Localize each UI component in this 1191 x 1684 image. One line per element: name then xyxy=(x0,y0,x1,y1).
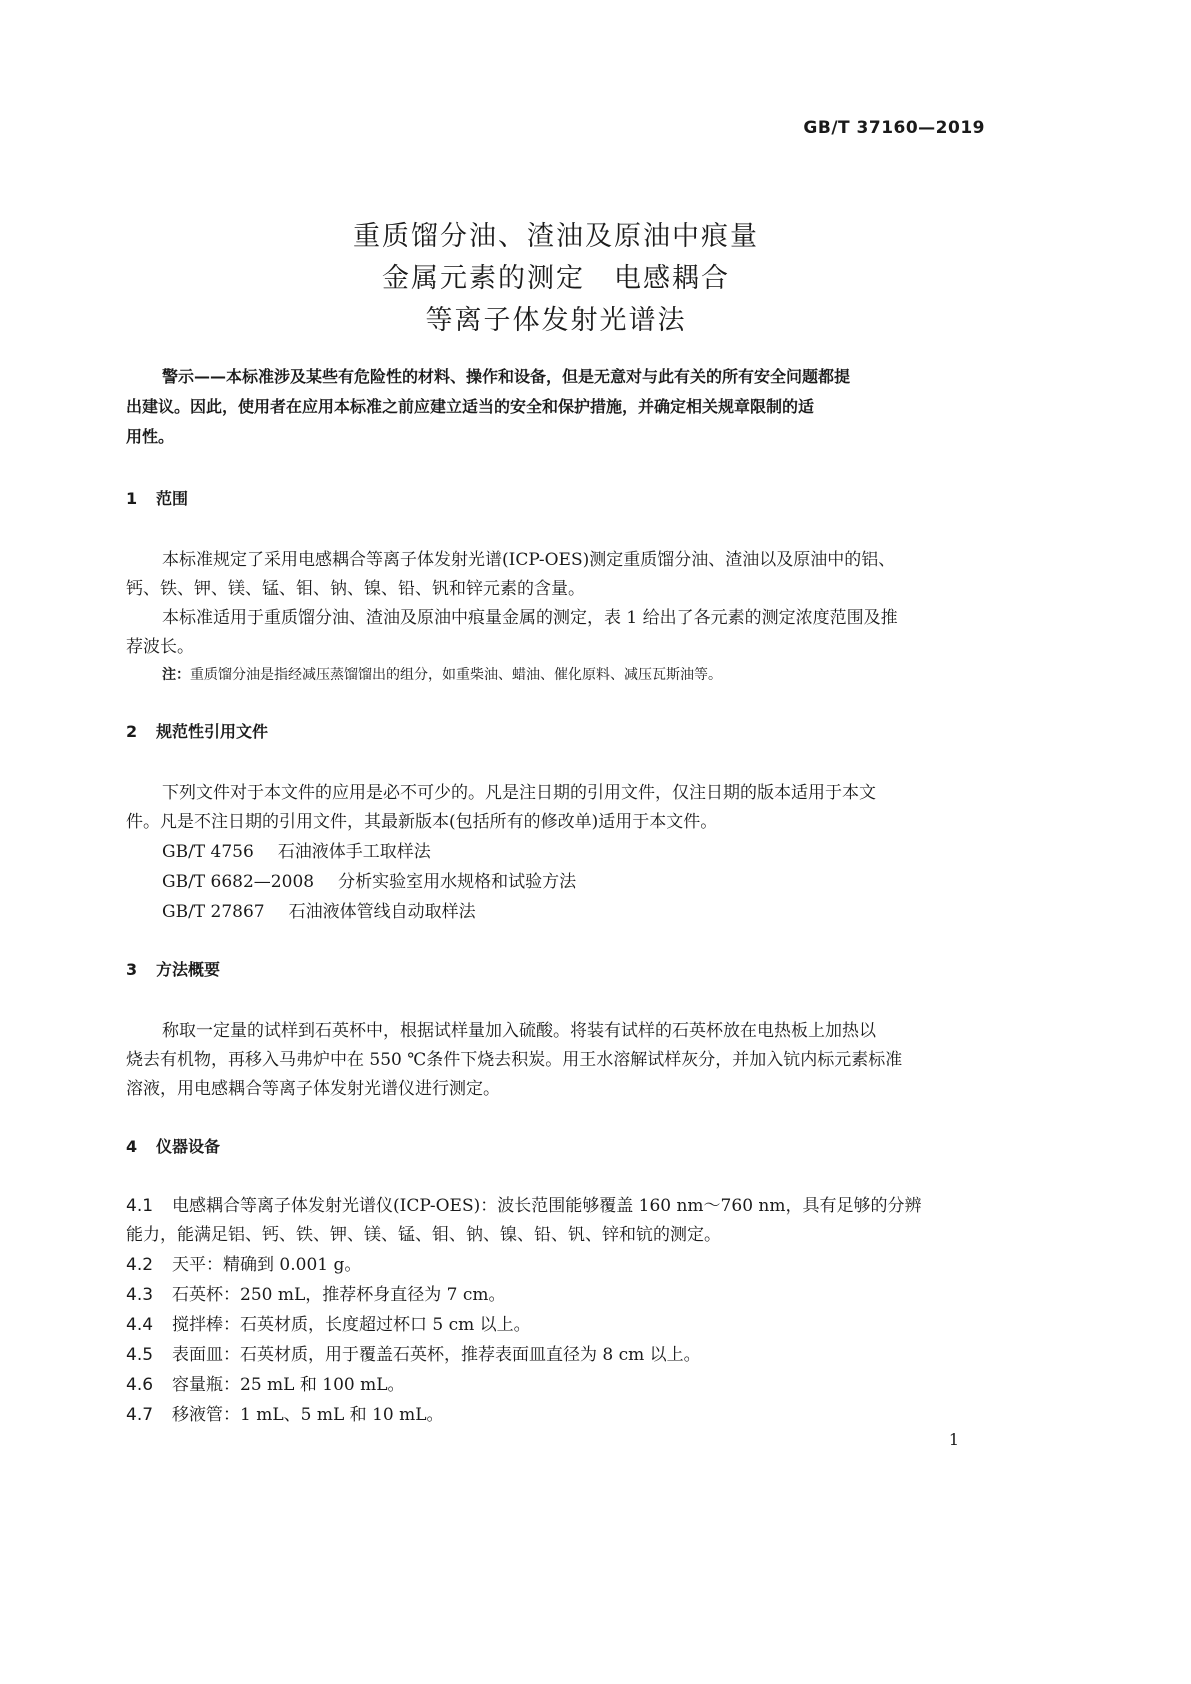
apparatus-item xyxy=(126,1250,361,1275)
item-number: 4.4 xyxy=(126,1315,154,1335)
references-para-line2: 件。凡是不注日期的引用文件，其最新版本(包括所有的修改单)适用于本文件。 xyxy=(126,812,718,832)
section-heading-apparatus xyxy=(126,1134,220,1157)
item-number: 4.6 xyxy=(126,1375,154,1395)
warning-line-1: 警示——本标准涉及某些有危险性的材料、操作和设备，但是无意对与此有关的所有安全问题都提 xyxy=(162,367,851,386)
warning-line-3: 用性。 xyxy=(126,427,175,446)
doc-title-line-3: 等离子体发射光谱法 xyxy=(425,305,687,336)
item-text: 表面皿：石英材质，用于覆盖石英杯，推荐表面皿直径为 8 cm 以上。 xyxy=(172,1345,701,1365)
item-number: 4.2 xyxy=(126,1255,154,1275)
scope-para1-line2: 钙、铁、钾、镁、锰、钼、钠、镍、铅、钒和锌元素的含量。 xyxy=(126,579,585,599)
item-text: 电感耦合等离子体发射光谱仪(ICP-OES)：波长范围能够覆盖 160 nm～760 nm，具有足够的分辨 xyxy=(172,1196,922,1216)
item-text: 天平：精确到 0.001 g。 xyxy=(172,1255,362,1275)
scope-para2-line1: 本标准适用于重质馏分油、渣油及原油中痕量金属的测定，表 1 给出了各元素的测定浓度范围及推 xyxy=(162,608,898,628)
section-number: 3 xyxy=(126,960,138,979)
reference-code: GB/T 6682—2008 xyxy=(162,872,315,892)
scope-note xyxy=(162,664,722,684)
section-title: 规范性引用文件 xyxy=(156,722,269,741)
item-text: 移液管：1 mL、5 mL 和 10 mL。 xyxy=(172,1405,444,1425)
note-label: 注： xyxy=(162,667,190,683)
section-heading-method-summary xyxy=(126,957,220,980)
section-number: 1 xyxy=(126,489,138,508)
section-title: 范围 xyxy=(156,489,189,508)
section-number: 2 xyxy=(126,722,138,741)
page-number: 1 xyxy=(948,1430,959,1449)
item-number: 4.3 xyxy=(126,1285,154,1305)
apparatus-item xyxy=(126,1280,506,1305)
reference-item xyxy=(162,867,576,892)
apparatus-item xyxy=(126,1310,531,1335)
item-number: 4.7 xyxy=(126,1405,154,1425)
section-title: 方法概要 xyxy=(156,960,221,979)
item-text: 石英杯：250 mL，推荐杯身直径为 7 cm。 xyxy=(172,1285,506,1305)
scope-para1-line1: 本标准规定了采用电感耦合等离子体发射光谱(ICP-OES)测定重质馏分油、渣油以及原油中的铝、 xyxy=(162,550,896,570)
method-summary-line3: 溶液，用电感耦合等离子体发射光谱仪进行测定。 xyxy=(126,1079,500,1099)
reference-code: GB/T 27867 xyxy=(162,902,265,922)
warning-line-2: 出建议。因此，使用者在应用本标准之前应建立适当的安全和保护措施，并确定相关规章限制的适 xyxy=(126,397,815,416)
section-title: 仪器设备 xyxy=(156,1137,221,1156)
apparatus-item xyxy=(126,1400,444,1425)
item-number: 4.5 xyxy=(126,1345,154,1365)
item-text: 搅拌棒：石英材质，长度超过杯口 5 cm 以上。 xyxy=(172,1315,531,1335)
apparatus-item-continuation: 能力，能满足铝、钙、铁、钾、镁、锰、钼、钠、镍、铅、钒、锌和钪的测定。 xyxy=(126,1225,721,1245)
doc-title-line-2: 金属元素的测定 电感耦合 xyxy=(382,263,730,294)
doc-title-line-1: 重质馏分油、渣油及原油中痕量 xyxy=(353,221,759,252)
item-number: 4.1 xyxy=(126,1196,154,1216)
references-para-line1: 下列文件对于本文件的应用是必不可少的。凡是注日期的引用文件，仅注日期的版本适用于本文 xyxy=(162,783,876,803)
note-text: 重质馏分油是指经减压蒸馏馏出的组分，如重柴油、蜡油、催化原料、减压瓦斯油等。 xyxy=(190,667,722,683)
item-text: 容量瓶：25 mL 和 100 mL。 xyxy=(172,1375,405,1395)
standard-code: GB/T 37160—2019 xyxy=(803,118,985,138)
apparatus-item xyxy=(126,1370,405,1395)
section-heading-normative-references xyxy=(126,719,268,742)
method-summary-line2: 烧去有机物，再移入马弗炉中在 550 ℃条件下烧去积炭。用王水溶解试样灰分，并加入钪内标元素标准 xyxy=(126,1050,903,1070)
reference-item xyxy=(162,897,476,922)
reference-name: 石油液体管线自动取样法 xyxy=(288,902,476,922)
reference-name: 石油液体手工取样法 xyxy=(277,842,431,862)
section-heading-scope xyxy=(126,486,188,509)
method-summary-line1: 称取一定量的试样到石英杯中，根据试样量加入硫酸。将装有试样的石英杯放在电热板上加热以 xyxy=(162,1021,876,1041)
reference-name: 分析实验室用水规格和试验方法 xyxy=(338,872,577,892)
reference-item xyxy=(162,837,431,862)
scope-para2-line2: 荐波长。 xyxy=(126,637,194,657)
apparatus-item xyxy=(126,1191,921,1216)
section-number: 4 xyxy=(126,1137,138,1156)
reference-code: GB/T 4756 xyxy=(162,842,254,862)
apparatus-item xyxy=(126,1340,701,1365)
